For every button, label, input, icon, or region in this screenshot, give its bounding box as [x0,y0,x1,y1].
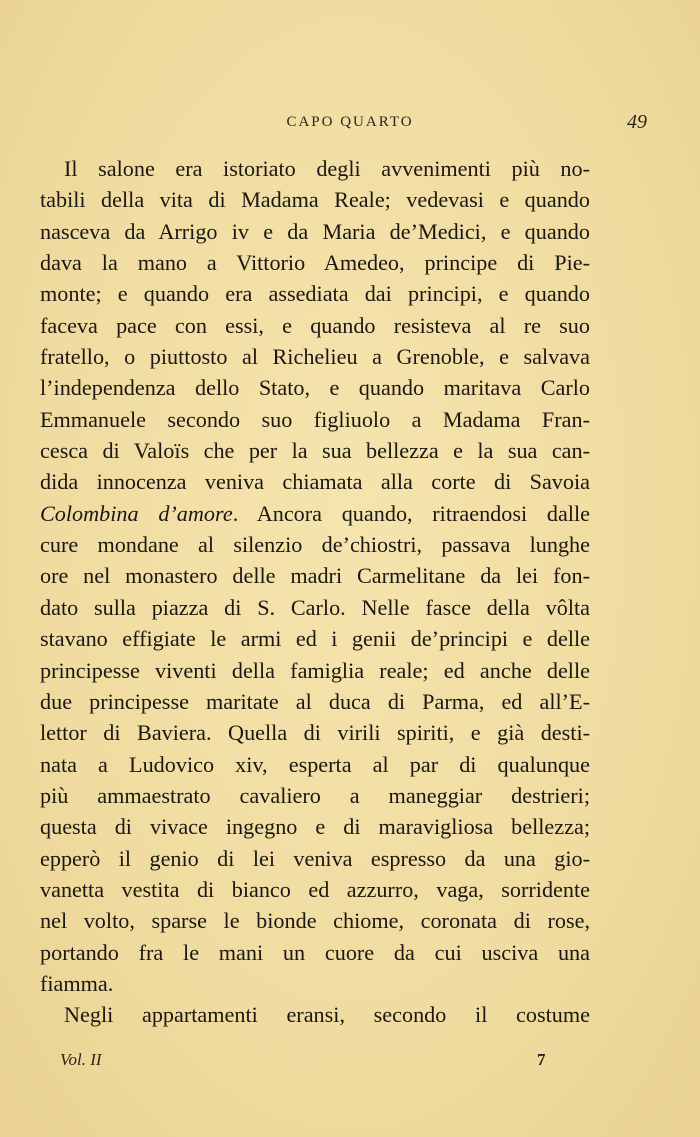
text-line: lettor di Baviera. Quella di virili spiriti, e già desti- [40,720,590,746]
text-line: principesse viventi della famiglia reale; ed anche delle [40,657,590,683]
volume-mark: Vol. II [60,1050,102,1069]
text-line: Negli appartamenti eransi, secondo il costume [64,1002,590,1028]
page-footer [40,1050,660,1078]
text-line: vanetta vestita di bianco ed azzurro, vaga, sorridente [40,876,590,902]
text-line: stavano effigiate le armi ed i genii de’principi e delle [40,626,590,652]
text-line: fiamma. [40,970,114,996]
text-line: cure mondane al silenzio de’chiostri, passava lunghe [40,532,590,558]
text-line: dida innocenza veniva chiamata alla corte di Savoia [40,469,590,495]
text-line: Il salone era istoriato degli avvenimenti più no- [64,156,590,181]
running-head: CAPO QUARTO [286,114,414,130]
signature-mark: 7 [537,1050,546,1069]
text-line: questa di vivace ingegno e di maravigliosa bellezza; [40,814,590,840]
text-line: epperò il genio di lei veniva espresso da una gio- [40,845,590,871]
text-fragment: . Ancora quando, ritraendosi dalle [232,500,590,526]
text-line: dava la mano a Vittorio Amedeo, principe di Pie- [40,250,590,276]
text-line: nasceva da Arrigo iv e da Maria de’Medici, e quando [40,218,590,244]
text-line: nel volto, sparse le bionde chiome, coronata di rose, [40,908,590,934]
text-line: Emmanuele secondo suo figliuolo a Madama Fran- [40,406,590,432]
text-line: nata a Ludovico xiv, esperta al par di qualunque [40,751,590,777]
text-line: fratello, o piuttosto al Richelieu a Grenoble, e salvava [40,344,590,370]
body-text [40,153,590,1031]
text-line: l’independenza dello Stato, e quando maritava Carlo [40,375,590,401]
italic-phrase: Colombina d’amore [40,500,233,526]
page-number: 49 [627,111,647,133]
text-line: dato sulla piazza di S. Carlo. Nelle fasce della vôlta [40,594,590,620]
page-header [40,111,660,142]
text-line: monte; e quando era assediata dai principi, e quando [40,281,590,307]
text-line: portando fra le mani un cuore da cui usciva una [40,939,590,965]
text-line: cesca di Valoïs che per la sua bellezza e la sua can- [40,438,590,464]
text-line: faceva pace con essi, e quando resisteva al re suo [40,312,590,338]
text-line: tabili della vita di Madama Reale; vedevasi e quando [40,187,590,213]
text-line-with-italic [40,498,590,529]
text-line: due principesse maritate al duca di Parma, ed all’E- [40,688,590,714]
text-line: ore nel monastero delle madri Carmelitane da lei fon- [40,563,590,589]
text-line: più ammaestrato cavaliero a maneggiar destrieri; [40,782,590,808]
